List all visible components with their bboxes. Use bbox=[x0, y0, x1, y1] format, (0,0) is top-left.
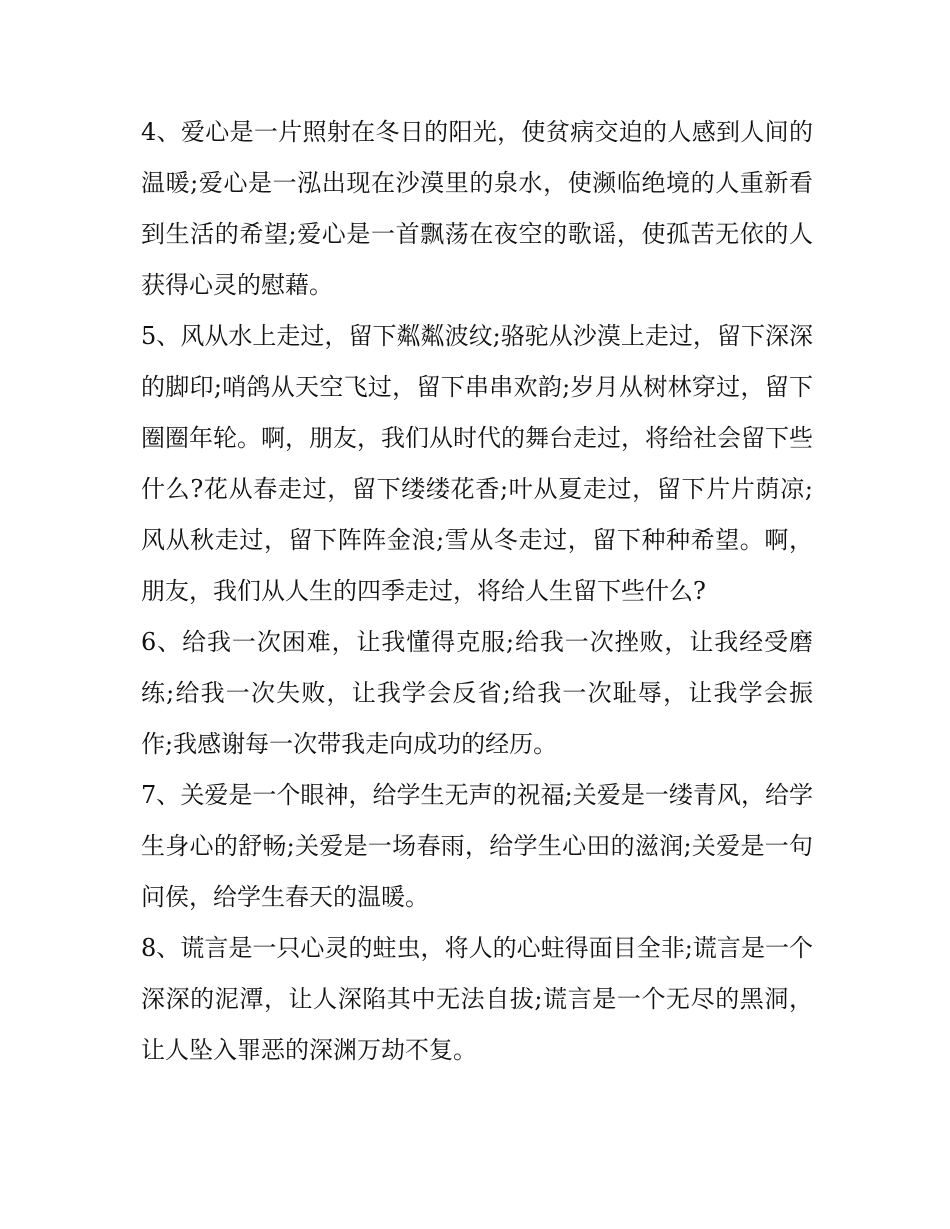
paragraph-7: 7、关爱是一个眼神，给学生无声的祝福;关爱是一缕青风，给学生身心的舒畅;关爱是一场春雨，给学生心田的滋润;关爱是一句问侯，给学生春天的温暖。 bbox=[141, 781, 813, 911]
paragraph-4: 4、爱心是一片照射在冬日的阳光，使贫病交迫的人感到人间的温暖;爱心是一泓出现在沙漠里的泉水，使濒临绝境的人重新看到生活的希望;爱心是一首飘荡在夜空的歌谣，使孤苦无依的人获得心灵的慰藉。 bbox=[141, 118, 813, 299]
paragraph-8: 8、谎言是一只心灵的蛀虫，将人的心蛀得面目全非;谎言是一个深深的泥潭，让人深陷其中无法自拔;谎言是一个无尽的黑洞，让人坠入罪恶的深渊万劫不复。 bbox=[141, 934, 813, 1064]
paragraph-6: 6、给我一次困难，让我懂得克服;给我一次挫败，让我经受磨练;给我一次失败，让我学会反省;给我一次耻辱，让我学会振作;我感谢每一次带我走向成功的经历。 bbox=[141, 628, 813, 758]
paragraph-5: 5、风从水上走过，留下粼粼波纹;骆驼从沙漠上走过，留下深深的脚印;哨鸽从天空飞过，留下串串欢韵;岁月从树林穿过，留下圈圈年轮。啊，朋友，我们从时代的舞台走过，将给社会留下些什么?花从春走过，留下缕缕花香;叶从夏走过，留下片片荫凉;风从秋走过，留下阵阵金浪;雪从冬走过，留下种种希望。啊，朋友，我们从人生的四季走过，将给人生留下些什么? bbox=[141, 322, 813, 605]
document-body bbox=[141, 107, 813, 1076]
